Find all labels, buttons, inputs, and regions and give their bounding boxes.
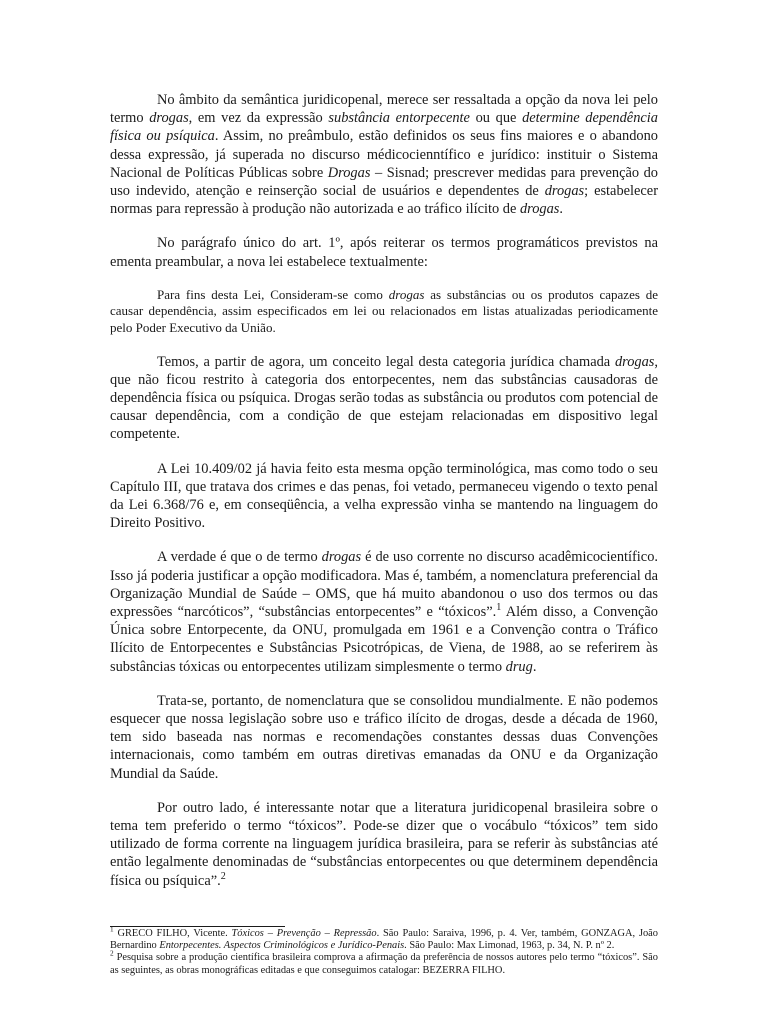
italic-term: Drogas — [327, 164, 371, 181]
paragraph — [110, 692, 658, 783]
text-run: Trata-se, portanto, de nomenclatura que se consolidou mundialmente. E não podemos esquecer que nossa legislação sobre uso e tráfico ilícito de drogas, desde a década de 1960, tem sido baseada nas normas e recomendações constantes dessas duas Convenções internacionais, como também em outras diretivas emanadas da ONU e da Organização Mundial da Saúde. — [110, 692, 658, 782]
italic-term: substância entorpecente — [328, 110, 470, 127]
text-run: . Assim, no preâmbulo, estão definidos os seus fins maiores e o abandono dessa expressão, já superada no discurso médicocienntífico e jurídico: instituir o Sistema Nacional de Políticas Públicas sobre — [110, 128, 658, 181]
paragraph — [110, 234, 658, 270]
text-run: . São Paulo: Saraiva, 1996, p. 4. Ver, também, GONZAGA, João Bernardino — [110, 928, 658, 952]
text-run: Além disso, a Convenção Única sobre Entorpecente, da ONU, promulgada em 1961 e a Convenção contra o Tráfico Ilícito de Entorpecentes e Substâncias Psicotrópicas, de Viena, de 1988, ao se referirem às substâncias tóxicas ou entorpecentes utilizam simplesmente o termo — [110, 604, 658, 675]
text-run: Para fins desta Lei, Consideram-se como — [157, 286, 389, 302]
footnote-marker: 2 — [110, 949, 114, 958]
footnotes — [110, 925, 658, 977]
italic-term: drogas — [388, 286, 425, 302]
text-run: Pesquisa sobre a produção científica brasileira comprova a afirmação da preferência de nossos autores pelo termo “tóxicos”. São as seguintes, as obras monográficas editadas e que conseguimos catalogar: BEZERRA FILHO. — [110, 952, 658, 976]
italic-term: Tóxicos – Prevenção – Repressão — [231, 928, 377, 939]
italic-term: drogas — [544, 183, 585, 200]
footnote-marker: 1 — [496, 602, 502, 614]
text-run: No âmbito da semântica juridicopenal, merece ser ressaltada a opção da nova lei pelo termo — [110, 92, 658, 127]
text-run: . — [532, 658, 537, 675]
paragraph — [110, 91, 658, 218]
body-text — [110, 91, 658, 906]
footnote-separator — [110, 926, 285, 927]
paragraph — [110, 799, 658, 890]
text-run: Temos, a partir de agora, um conceito legal desta categoria jurídica chamada — [157, 353, 615, 370]
text-run: No parágrafo único do art. 1º, após reiterar os termos programáticos previstos na ementa preambular, a nova lei estabelece textualmente: — [110, 235, 658, 270]
footnote — [110, 925, 658, 952]
text-run: A verdade é que o de termo — [157, 549, 322, 566]
text-run: ; estabelecer normas para repressão à produção não autorizada e ao tráfico ilícito de — [110, 183, 658, 218]
text-run: , em vez da expressão — [188, 110, 329, 127]
italic-term: drogas — [321, 549, 362, 566]
italic-term: Entorpecentes. Aspectos Criminológicos e Jurídico-Penais — [159, 940, 405, 952]
italic-term: drogas — [614, 353, 655, 370]
footnote — [110, 949, 658, 976]
italic-term: drug — [505, 658, 533, 675]
text-run: , que não ficou restrito à categoria dos entorpecentes, nem das substâncias causadoras de dependência física ou psíquica. Drogas serão todas as substância ou produtos com potencial de causar dependência, com a condição de que estejam relacionadas em dispositivo legal competente. — [110, 353, 658, 443]
italic-term: determine dependência física ou psíquica — [110, 110, 658, 145]
text-run: é de uso corrente no discurso acadêmicocientífico. Isso já poderia justificar a opção modificadora. Mas é, também, a nomenclatura preferencial da Organização Mundial de Saúde – OMS, que há muito abandonou o uso dos termos ou das expressões “narcóticos”, “substâncias entorpecentes” e “tóxicos”. — [110, 549, 658, 621]
italic-term: drogas — [149, 110, 189, 127]
footnote-marker: 1 — [110, 925, 114, 934]
footnote-marker: 2 — [220, 870, 226, 882]
paragraph — [110, 353, 658, 444]
paragraph — [110, 460, 658, 533]
text-run: as substâncias ou os produtos capazes de causar dependência, assim especificados em lei ou relacionados em listas atualizadas periodicamente pelo Poder Executivo da União. — [110, 286, 658, 336]
text-run: . — [559, 201, 564, 218]
text-run: ou que — [469, 110, 523, 127]
text-run: A Lei 10.409/02 já havia feito esta mesma opção terminológica, mas como todo o seu Capítulo III, que tratava dos crimes e das penas, foi vetado, permaneceu vigendo o texto penal da Lei 6.368/76 e, em conseqüência, a velha expressão vinha se mantendo na linguagem do Direito Positivo. — [110, 460, 658, 532]
italic-term: drogas — [519, 201, 560, 218]
text-run: . São Paulo: Max Limonad, 1963, p. 34, N. P. nº 2. — [404, 940, 615, 952]
block-quote — [110, 287, 658, 337]
paragraph — [110, 548, 658, 675]
text-run: GRECO FILHO, Vicente. — [113, 928, 232, 939]
text-run: Por outro lado, é interessante notar que a literatura juridicopenal brasileira sobre o tema tem preferido o termo “tóxicos”. Pode-se dizer que o vocábulo “tóxicos” tem sido utilizado de forma corrente na linguagem jurídica brasileira, para se referir às substâncias até então legalmente denominadas de “substâncias entorpecentes ou que determinem dependência física ou psíquica”. — [110, 799, 658, 889]
text-run: – Sisnad; prescrever medidas para prevenção do uso indevido, atenção e reinserção social de usuários e dependentes de — [110, 164, 659, 200]
